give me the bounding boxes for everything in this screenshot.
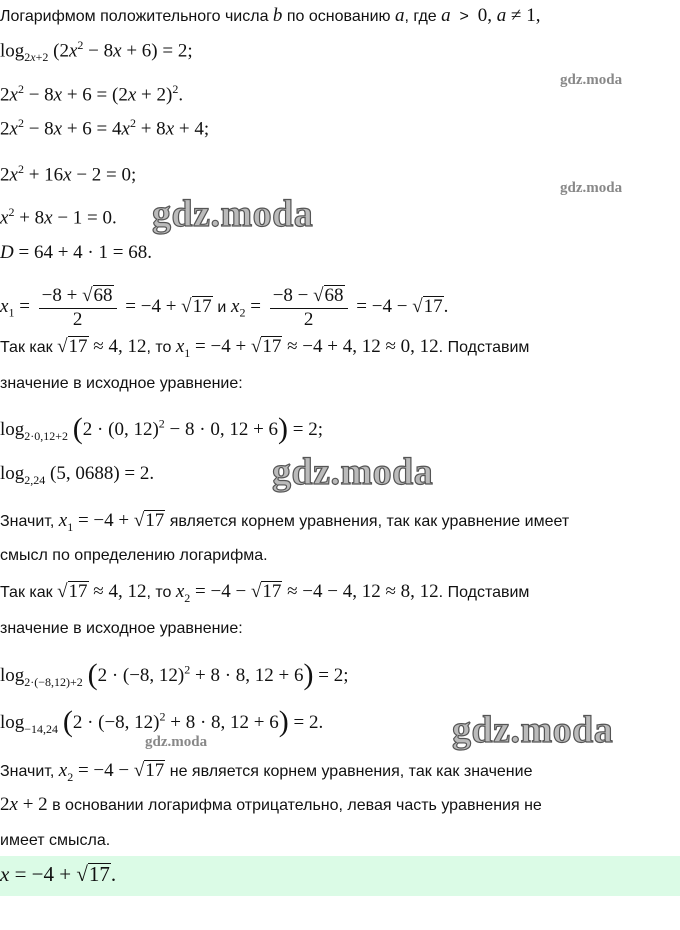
watermark-large-1: gdz.moda xyxy=(152,193,314,235)
watermark-small-3: gdz.moda xyxy=(145,734,208,750)
equation-step-3: $2x^2 + 16x - 2 = 0$; xyxy=(0,162,137,186)
discriminant: D = 64 + 4 · 1 = 68. xyxy=(0,242,152,263)
conclusion-1-line-a: Значит, $x_1 = -4 + √17$ является корнем уравнения, так как уравнение имеет xyxy=(0,510,570,534)
conclusion-1-line-b: смысл по определению логарифма. xyxy=(0,547,268,564)
watermark-small-2: gdz.moda xyxy=(560,180,623,196)
equation-step-2: $2x^2 - 8x + 6 = 4x^2 + 8x + 4$; xyxy=(0,116,210,140)
equation-log-original: $\log_{2x+2} (2x^2 - 8x + 6) = 2$; xyxy=(0,38,193,65)
watermark-small-1: gdz.moda xyxy=(560,72,623,88)
check-root-2-line-b: значение в исходное уравнение: xyxy=(0,620,243,637)
equation-substitute-1: $\log_{2\cdot 0,12+2} (2 \cdot (0$, 12)$^2$ − 8 · 0, 12 + 6) = 2; xyxy=(0,412,324,445)
check-root-1-line-b: значение в исходное уравнение: xyxy=(0,375,243,392)
equation-substitute-2-result: $\log_{-14,24} (2 \cdot (-8$, 12)$^2$ + 8 · 8, 12 + 6) = 2. xyxy=(0,705,324,738)
conclusion-2-line-a: Значит, $x_2 = -4 - √17$ не является корнем уравнения, так как значение xyxy=(0,760,533,784)
equation-step-1: $2x^2 - 8x + 6 = (2x + 2)^2$. xyxy=(0,82,184,106)
watermark-large-2: gdz.moda xyxy=(272,451,434,493)
equation-step-4: $x^2 + 8x - 1 = 0$. xyxy=(0,205,117,229)
conclusion-2-line-c: имеет смысла. xyxy=(0,832,111,849)
watermark-large-3: gdz.moda xyxy=(452,709,614,751)
equation-substitute-2: $\log_{2\cdot(-8,12)+2} (2 \cdot (-8$, 12)$^2$ + 8 · 8, 12 + 6) = 2; xyxy=(0,658,349,691)
intro-line: Логарифмом положительного числа b по основанию a, где a > 0, a ≠ 1, xyxy=(0,5,541,26)
check-root-2-line-a: Так как √17 ≈ 4, 12, то $x_2 = -4 - √17 \approx -4 - 4$, 12 ≈ 8, 12. Подставим xyxy=(0,581,530,605)
check-root-1-line-a: Так как √17 ≈ 4, 12, то $x_1 = -4 + √17 \approx -4 + 4$, 12 ≈ 0, 12. Подставим xyxy=(0,336,530,360)
conclusion-2-line-b: 2x + 2 в основании логарифма отрицательно, левая часть уравнения не xyxy=(0,794,542,815)
final-answer: x = −4 + √17. xyxy=(0,862,117,886)
roots-line: $x_1$ = $\frac{-8 + √68}{2}$ = −4 + √17 и $x_2$ = $\frac{-8 - √68}{2}$ = −4 − √17. xyxy=(0,285,449,330)
equation-substitute-1-result: $\log_{2,24} (5$, 0688) = 2. xyxy=(0,463,155,487)
